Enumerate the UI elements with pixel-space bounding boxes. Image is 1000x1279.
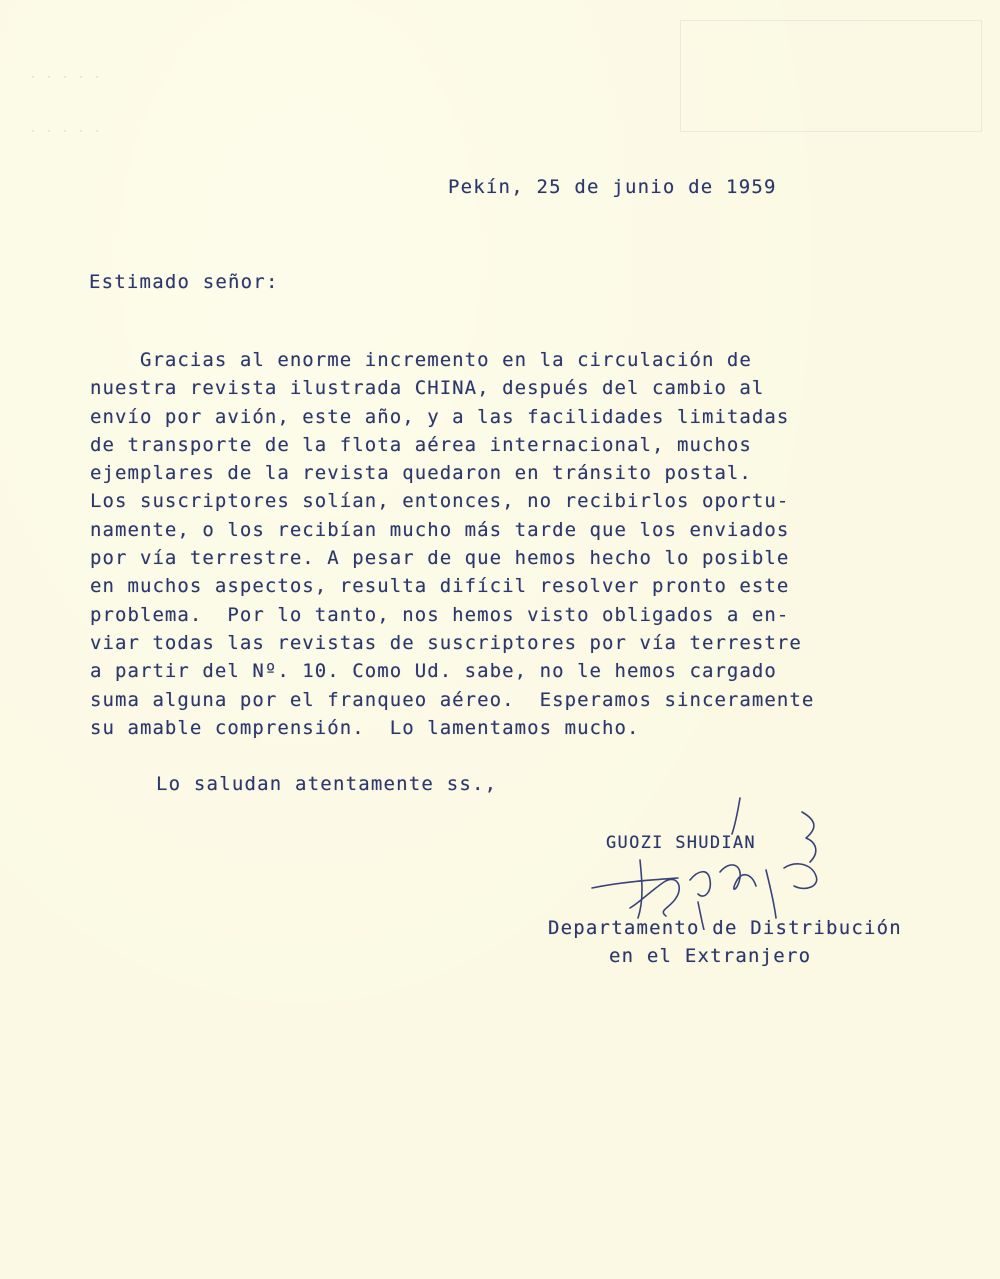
letter-date: Pekín, 25 de junio de 1959 [448,176,777,198]
body-line: envío por avión, este año, y a las facilidades limitadas [90,405,790,428]
body-line: Los suscriptores solían, entonces, no recibirlos oportu- [90,490,790,513]
letter-body [90,346,920,742]
body-line: en muchos aspectos, resulta difícil resolver pronto este [90,575,790,598]
body-line: suma alguna por el franqueo aéreo. Esperamos sinceramente [90,688,815,711]
body-line: a partir del Nº. 10. Como Ud. sabe, no le hemos cargado [90,660,777,683]
body-line: Gracias al enorme incremento en la circulación de [90,349,752,371]
letterhead-show-through [680,20,982,132]
margin-mark: · · · · · [30,72,103,83]
body-line: nuestra revista ilustrada CHINA, después del cambio al [90,377,765,400]
margin-mark: · · · · · [30,126,103,137]
closing: Lo saludan atentamente ss., [156,773,498,795]
body-line: problema. Por lo tanto, nos hemos visto obligados a en- [90,603,790,626]
body-line: por vía terrestre. A pesar de que hemos hecho lo posible [90,547,790,570]
body-line: su amable comprensión. Lo lamentamos mucho. [90,716,640,739]
body-line: viar todas las revistas de suscriptores por vía terrestre [90,631,802,654]
handwritten-signature [580,790,870,930]
department-line-2: en el Extranjero [609,945,812,967]
department-line-1: Departamento de Distribución [548,917,902,939]
body-line: namente, o los recibían mucho más tarde que los enviados [90,518,790,541]
body-line: ejemplares de la revista quedaron en tránsito postal. [90,462,752,485]
body-line: de transporte de la flota aérea internacional, muchos [90,433,752,456]
salutation: Estimado señor: [89,271,279,293]
sender-name: GUOZI SHUDIAN [606,833,756,853]
